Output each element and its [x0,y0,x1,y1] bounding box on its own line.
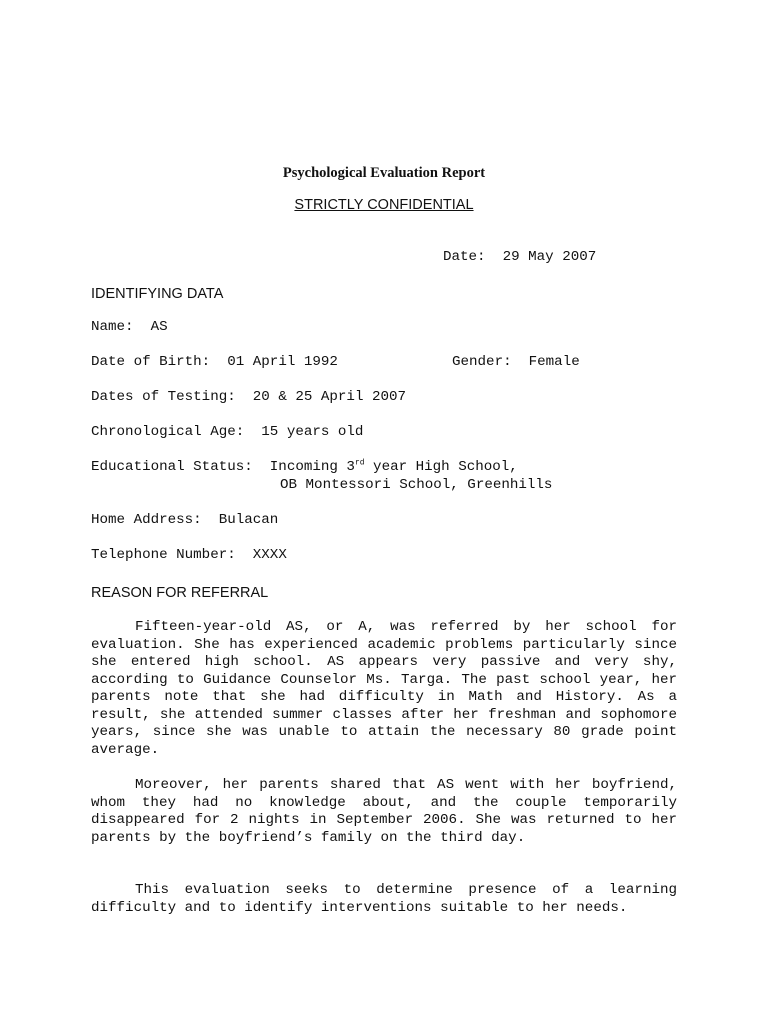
gender-row [452,354,580,372]
confidentiality-label [0,196,768,214]
date-of-birth-value: 01 April 1992 [227,354,338,370]
date-label: Date: [443,249,486,265]
name-value: AS [150,319,168,335]
telephone-number-value: XXXX [252,547,287,563]
date-of-birth-label: Date of Birth: [91,354,211,370]
educational-status-superscript: rd [354,458,365,468]
confidentiality-text: STRICTLY CONFIDENTIAL [294,197,474,213]
date-of-birth-row [91,354,338,372]
dates-of-testing-value: 20 & 25 April 2007 [252,389,407,405]
dates-of-testing-row [91,389,406,407]
home-address-label: Home Address: [91,512,202,528]
educational-status-label: Educational Status: [91,459,253,475]
chronological-age-value: 15 years old [261,424,364,440]
educational-status-value [270,459,518,475]
chronological-age-label: Chronological Age: [91,424,245,440]
referral-paragraph-2: Moreover, her parents shared that AS went with her boyfriend, whom they had no knowledge about, and the couple temporarily disappeared for 2 nights in September 2006. She was returned to her parents by the boyfriend’s family on the third day. [91,777,677,846]
home-address-value: Bulacan [218,512,279,528]
referral-paragraph-1: Fifteen-year-old AS, or A, was referred by her school for evaluation. She has experienced academic problems particularly since she entered high school. AS appears very passive and very shy, according to Guidance Counselor Ms. Targa. The past school year, her parents note that she had difficulty in Math and History. As a result, she attended summer classes after her freshman and sophomore years, since she was unable to attain the necessary 80 grade point average. [91,619,677,758]
home-address-row [91,512,278,530]
educational-status-row [91,459,518,477]
educational-status-value-suffix: year High School, [364,459,518,475]
report-title: Psychological Evaluation Report [282,165,486,181]
name-label: Name: [91,319,134,335]
report-date [443,249,596,267]
reason-for-referral-heading: REASON FOR REFERRAL [91,585,269,601]
educational-status-second-line: OB Montessori School, Greenhills [280,477,553,493]
telephone-number-label: Telephone Number: [91,547,236,563]
referral-paragraph-3: This evaluation seeks to determine presence of a learning difficulty and to identify interventions suitable to her needs. [91,882,677,916]
identifying-data-heading: IDENTIFYING DATA [91,286,224,302]
telephone-number-row [91,547,287,565]
dates-of-testing-label: Dates of Testing: [91,389,236,405]
educational-status-value-prefix: Incoming 3 [269,459,355,475]
gender-value: Female [528,354,580,370]
gender-label: Gender: [452,354,512,370]
chronological-age-row [91,424,363,442]
name-row [91,319,168,337]
date-value: 29 May 2007 [502,249,597,265]
